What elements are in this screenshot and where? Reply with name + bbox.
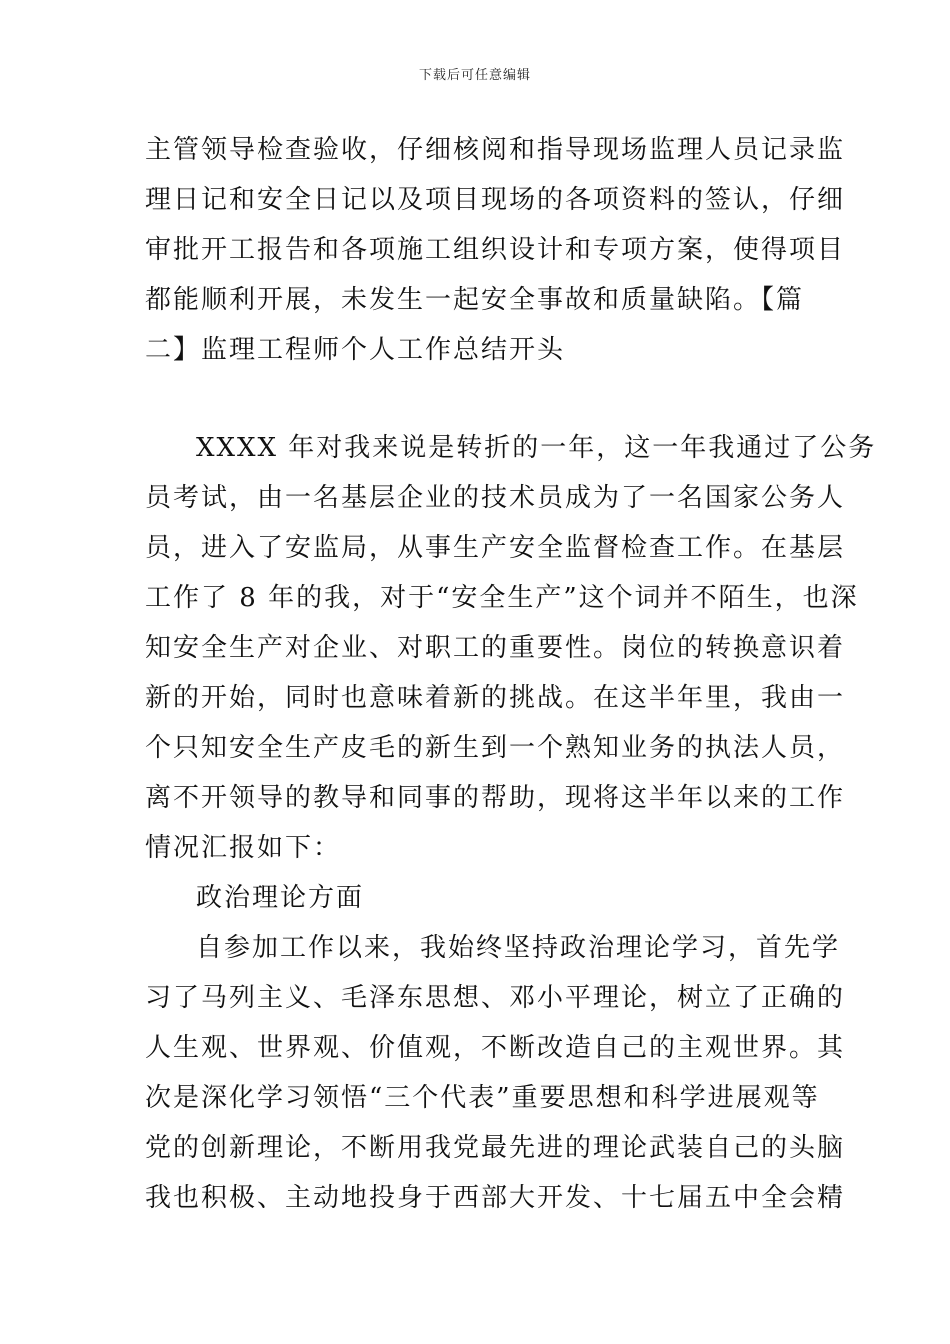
text-line: 都能顺利开展，未发生一起安全事故和质量缺陷。【篇	[145, 285, 805, 315]
text-line: 离不开领导的教导和同事的帮助，现将这半年以来的工作	[145, 783, 846, 813]
text-line: 人生观、世界观、价值观，不断改造自己的主观世界。其	[145, 1033, 846, 1063]
text-line: XXXX 年对我来说是转折的一年，这一年我通过了公务	[196, 433, 877, 463]
page-header: 下载后可任意编辑	[418, 68, 531, 83]
text-line: 员考试，由一名基层企业的技术员成为了一名国家公务人	[145, 483, 846, 513]
text-line: 工作了 8 年的我，对于“安全生产”这个词并不陌生，也深	[145, 583, 859, 613]
section-heading: 二】监理工程师个人工作总结开头	[145, 335, 566, 365]
text-line: 习了马列主义、毛泽东思想、邓小平理论，树立了正确的	[145, 983, 846, 1013]
text-line: 党的创新理论，不断用我党最先进的理论武装自己的头脑	[145, 1133, 846, 1163]
text-line: 主管领导检查验收，仔细核阅和指导现场监理人员记录监	[145, 135, 846, 165]
text-line: 情况汇报如下：	[145, 833, 342, 863]
text-line: 知安全生产对企业、对职工的重要性。岗位的转换意识着	[145, 633, 846, 663]
subheading: 政治理论方面	[196, 883, 365, 913]
text-line: 我也积极、主动地投身于西部大开发、十七届五中全会精	[145, 1183, 846, 1213]
text-line: 个只知安全生产皮毛的新生到一个熟知业务的执法人员，	[145, 733, 846, 763]
text-line: 自参加工作以来，我始终坚持政治理论学习，首先学	[196, 933, 841, 963]
text-line: 次是深化学习领悟“三个代表”重要思想和科学进展观等	[145, 1083, 820, 1113]
text-line: 员，进入了安监局，从事生产安全监督检查工作。在基层	[145, 533, 846, 563]
text-line: 新的开始，同时也意味着新的挑战。在这半年里，我由一	[145, 683, 846, 713]
text-line: 审批开工报告和各项施工组织设计和专项方案，使得项目	[145, 235, 846, 265]
text-line: 理日记和安全日记以及项目现场的各项资料的签认，仔细	[145, 185, 846, 215]
